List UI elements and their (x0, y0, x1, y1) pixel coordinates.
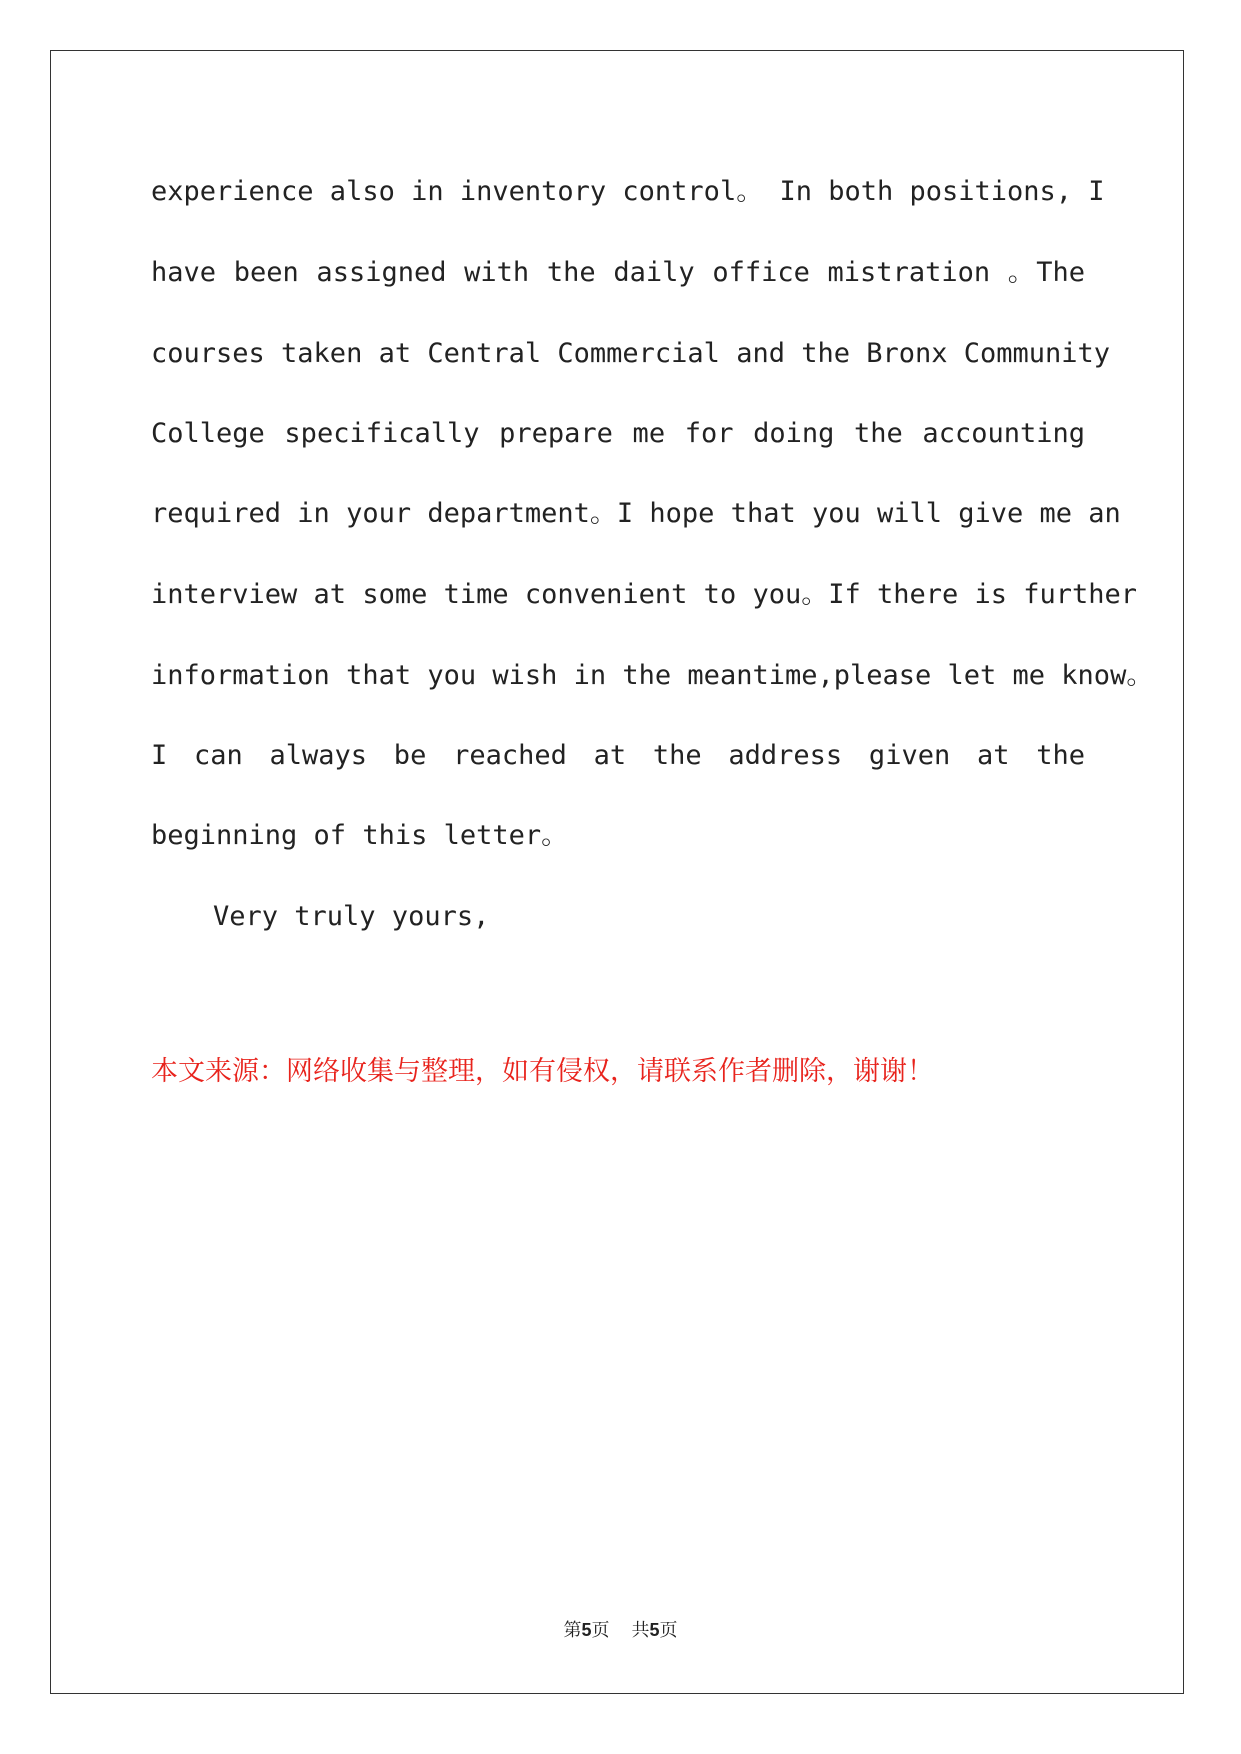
letter-line-1: experience also in inventory control。 In both positions, I (151, 176, 1105, 207)
page-border (50, 50, 1184, 1694)
letter-line-5: required in your department。I hope that you will give me an (151, 498, 1121, 529)
letter-line-7: information that you wish in the meantime,please let me know。 (151, 660, 1154, 691)
letter-line-9: beginning of this letter。 (151, 820, 569, 851)
letter-line-8: I can always be reached at the address given at the (151, 740, 1085, 771)
page-number: 5 (581, 1620, 592, 1640)
total-pages: 5 (649, 1620, 660, 1640)
letter-line-2: have been assigned with the daily office mistration 。The (151, 257, 1085, 288)
letter-line-6: interview at some time convenient to you。If there is further (151, 579, 1138, 610)
copyright-notice: 本文来源：网络收集与整理，如有侵权，请联系作者删除，谢谢！ (151, 1056, 934, 1087)
total-prefix: 共 (631, 1620, 650, 1641)
letter-line-4: College specifically prepare me for doing the accounting (151, 418, 1085, 449)
page-footer (0, 1616, 1241, 1642)
total-suffix: 页 (659, 1620, 678, 1641)
page-suffix: 页 (591, 1620, 610, 1641)
letter-closing: Very truly yours, (213, 901, 490, 932)
letter-line-3: courses taken at Central Commercial and the Bronx Community (151, 338, 1111, 369)
page-prefix: 第 (563, 1620, 582, 1641)
